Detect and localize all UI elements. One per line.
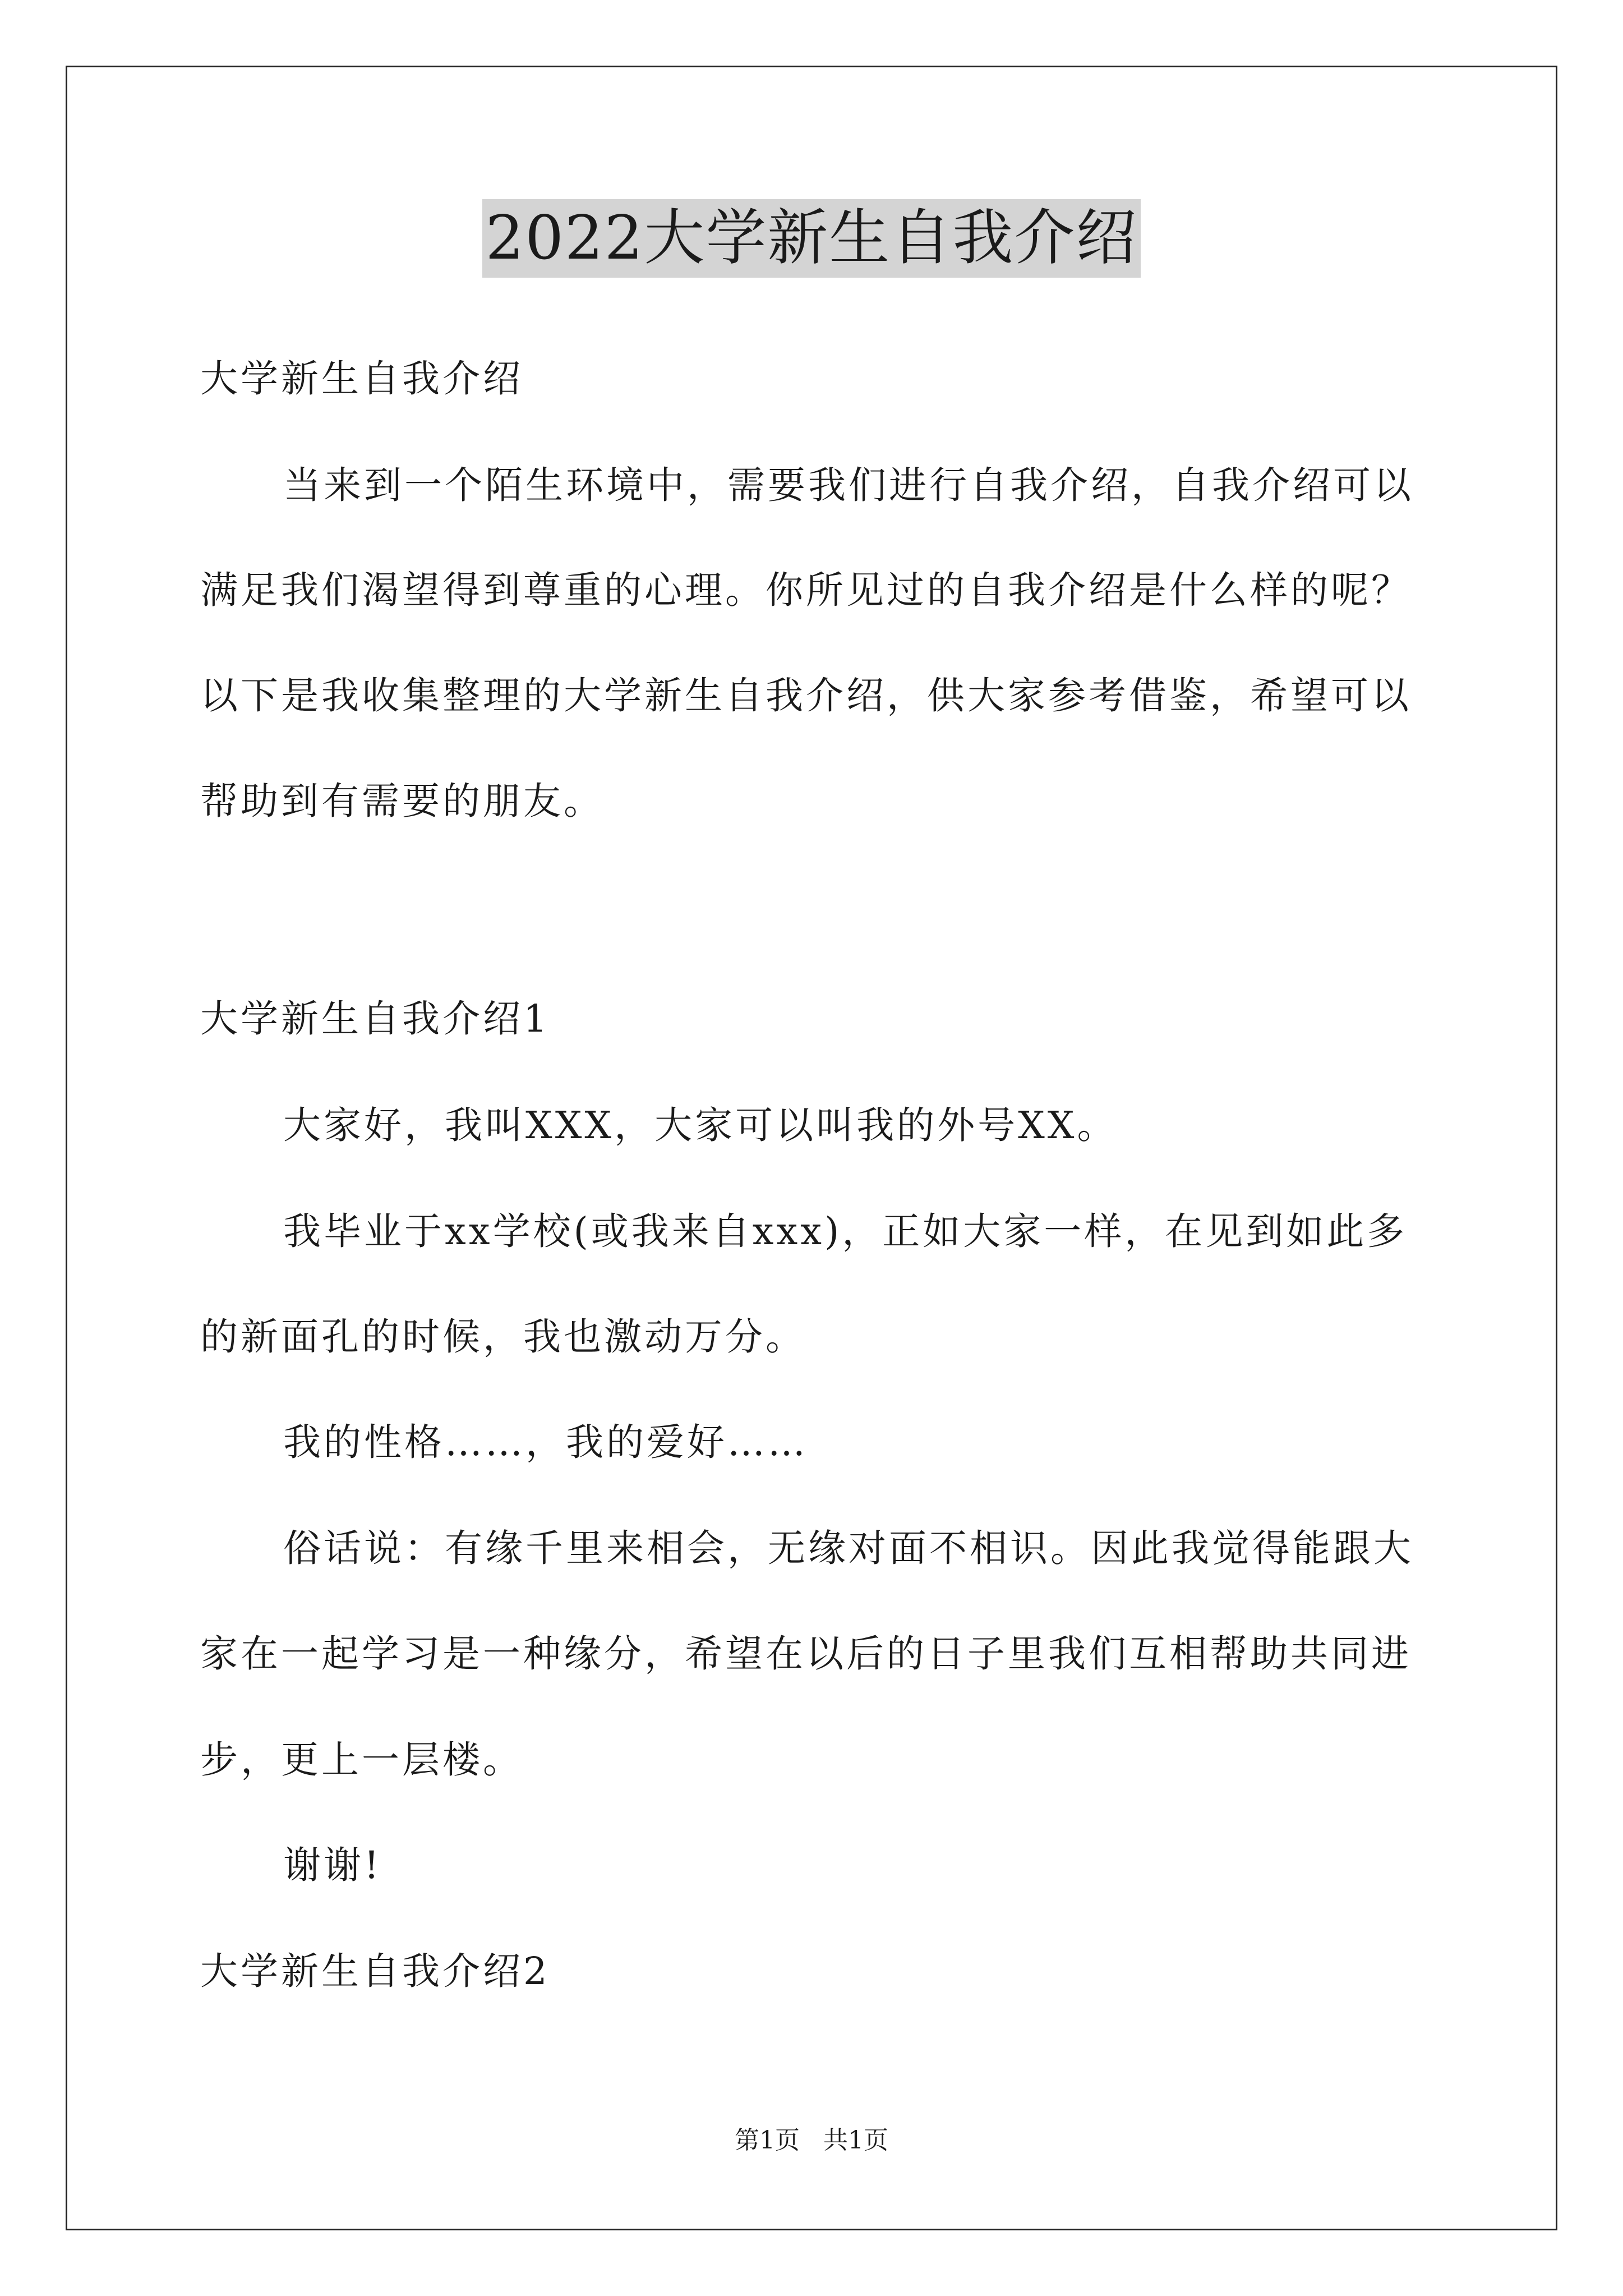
paragraph-line: 大家好，我叫XXX，大家可以叫我的外号XX。 [283,1103,1118,1147]
paragraph-line: 以下是我收集整理的大学新生自我介绍，供大家参考借鉴，希望可以 [200,674,1412,717]
page-footer: 第1页 共1页 [735,2126,888,2155]
paragraph-line: 我的性格……，我的爱好…… [283,1420,808,1464]
paragraph-line: 家在一起学习是一种缘分，希望在以后的日子里我们互相帮助共同进 [200,1632,1412,1676]
document-title: 2022大学新生自我介绍 [482,199,1141,278]
title-container [0,199,1623,278]
paragraph-line: 谢谢! [283,1843,382,1887]
paragraph-line: 步，更上一层楼。 [200,1738,523,1782]
paragraph-line: 当来到一个陌生环境中，需要我们进行自我介绍，自我介绍可以 [283,463,1414,507]
paragraph-line: 俗话说：有缘千里来相会，无缘对面不相识。因此我觉得能跟大 [283,1526,1414,1570]
section-heading-1: 大学新生自我介绍1 [200,997,550,1041]
paragraph-line: 我毕业于xx学校(或我来自xxx)，正如大家一样，在见到如此多 [283,1209,1408,1253]
paragraph-line: 帮助到有需要的朋友。 [200,779,604,823]
paragraph-line: 满足我们渴望得到尊重的心理。你所见过的自我介绍是什么样的呢？ [200,568,1412,612]
paragraph-line: 的新面孔的时候，我也激动万分。 [200,1315,806,1359]
section-heading-intro: 大学新生自我介绍 [200,357,523,401]
section-heading-2: 大学新生自我介绍2 [200,1949,550,1993]
